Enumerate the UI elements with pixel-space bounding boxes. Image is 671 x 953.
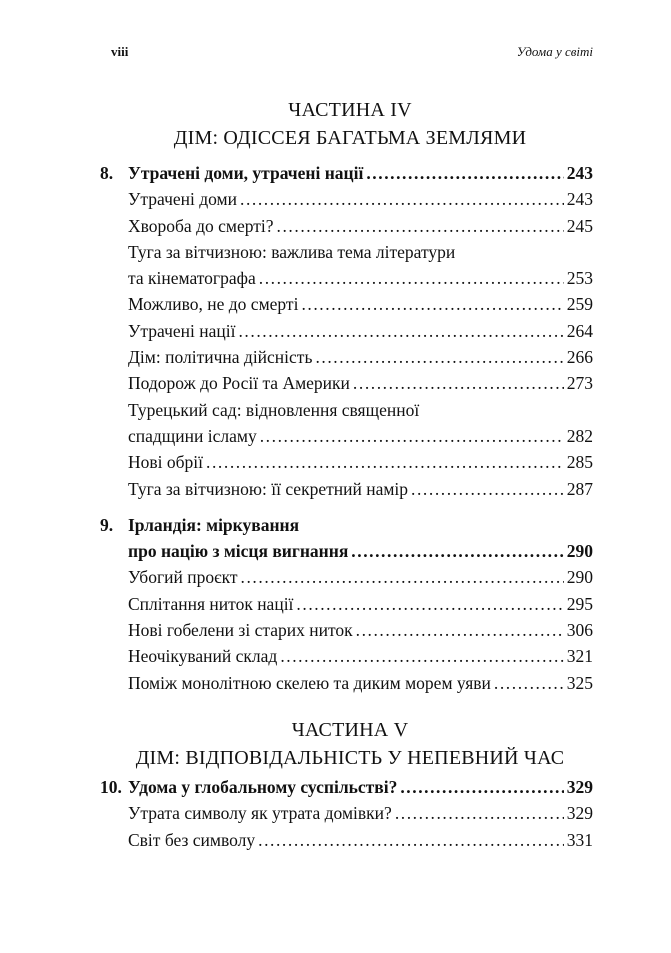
part-title: ДІМ: ОДІССЕЯ БАГАТЬМА ЗЕМЛЯМИ [173, 127, 527, 149]
entry-title: Туга за вітчизною: її секретний намір [128, 478, 409, 499]
part-5-heading [100, 716, 600, 772]
entry-page: 264 [566, 320, 593, 341]
leader-dots [494, 670, 564, 696]
toc-entry[interactable] [100, 291, 593, 317]
entry-page: 331 [566, 829, 593, 850]
toc-entry[interactable] [100, 265, 593, 291]
part-title: ДІМ: ВІДПОВІДАЛЬНІСТЬ У НЕПЕВНИЙ ЧАС [135, 747, 565, 769]
chapter-title-line1: Ірландія: міркування [128, 514, 300, 535]
entry-page: 287 [566, 478, 593, 499]
leader-dots [411, 476, 564, 502]
entry-title: Неочікуваний склад [128, 646, 278, 667]
toc-entry[interactable] [100, 643, 593, 669]
leader-dots [260, 423, 564, 449]
chapter-row[interactable] [100, 774, 593, 800]
entry-page: 321 [566, 646, 593, 667]
leader-dots [277, 213, 564, 239]
part-label: ЧАСТИНА V [291, 719, 409, 741]
leader-dots [240, 186, 564, 212]
leader-dots [280, 643, 563, 669]
entry-title: Поміж монолітною скелею та диким морем уяви [128, 672, 491, 693]
leader-dots [400, 774, 563, 800]
entry-page: 259 [566, 294, 593, 315]
chapter-title-line2: про націю з місця вигнання [128, 541, 349, 562]
chapter-number: 8. [100, 163, 114, 183]
chapter-page: 243 [566, 163, 593, 183]
chapter-row[interactable] [100, 160, 593, 186]
entry-title: Утрачені доми [128, 189, 237, 210]
running-head [111, 44, 593, 60]
chapter-row-line[interactable] [100, 512, 593, 538]
entry-title: Світ без символу [128, 829, 256, 850]
entry-title: Утрата символу як утрата домівки? [128, 803, 392, 824]
chapter-row[interactable] [100, 538, 593, 564]
entry-title: Сплітання ниток нації [128, 593, 294, 614]
entry-title-line1: Туга за вітчизною: важлива тема літератури [128, 241, 456, 262]
toc-chapter-8 [100, 160, 593, 696]
entry-page: 253 [566, 268, 593, 289]
leader-dots [296, 591, 563, 617]
entry-page: 290 [566, 567, 593, 588]
part-label: ЧАСТИНА IV [288, 99, 412, 121]
chapter-title: Удома у глобальному суспільстві? [128, 777, 398, 797]
leader-dots [366, 160, 563, 186]
toc-entry[interactable] [100, 423, 593, 449]
entry-title: Убогий проєкт [128, 567, 238, 588]
toc-entry[interactable] [100, 670, 593, 696]
entry-page: 243 [566, 189, 593, 210]
entry-page: 273 [566, 373, 593, 394]
toc-entry[interactable] [100, 564, 593, 590]
entry-page: 329 [566, 803, 593, 824]
leader-dots [241, 564, 564, 590]
page-number: viii [111, 44, 129, 59]
part-4-heading [100, 96, 600, 152]
leader-dots [259, 265, 564, 291]
toc-entry[interactable] [100, 318, 593, 344]
entry-title: Можливо, не до смерті [128, 294, 299, 315]
chapter-page: 329 [566, 777, 593, 797]
toc-entry[interactable] [100, 213, 593, 239]
chapter-page: 290 [566, 541, 593, 562]
toc-chapter-10 [100, 774, 593, 853]
entry-title: Хвороба до смерті? [128, 215, 274, 236]
toc-entry[interactable] [100, 476, 593, 502]
toc-entry-line[interactable] [100, 397, 593, 423]
entry-page: 285 [566, 452, 593, 473]
entry-page: 245 [566, 215, 593, 236]
leader-dots [206, 449, 564, 475]
leader-dots [395, 800, 564, 826]
chapter-number: 9. [100, 514, 114, 535]
entry-title: Утрачені нації [128, 320, 236, 341]
toc-entry[interactable] [100, 827, 593, 853]
book-title: Удома у світі [516, 44, 593, 59]
toc-entry[interactable] [100, 370, 593, 396]
toc-entry[interactable] [100, 591, 593, 617]
entry-title: Подорож до Росії та Америки [128, 373, 350, 394]
entry-title-line1: Турецький сад: відновлення священної [128, 399, 420, 420]
entry-page: 325 [566, 672, 593, 693]
entry-page: 306 [566, 620, 593, 641]
entry-page: 282 [566, 425, 593, 446]
entry-title: Дім: політична дійсність [128, 347, 313, 368]
toc-entry-line[interactable] [100, 239, 593, 265]
leader-dots [351, 538, 563, 564]
toc-entry[interactable] [100, 617, 593, 643]
toc-entry[interactable] [100, 344, 593, 370]
leader-dots [301, 291, 563, 317]
leader-dots [258, 827, 564, 853]
entry-title: Нові обрії [128, 452, 204, 473]
chapter-title: Утрачені доми, утрачені нації [128, 163, 364, 183]
toc-entry[interactable] [100, 449, 593, 475]
leader-dots [356, 617, 564, 643]
entry-page: 295 [566, 593, 593, 614]
entry-title: та кінематографа [128, 268, 256, 289]
entry-title: спадщини ісламу [128, 425, 257, 446]
entry-page: 266 [566, 347, 593, 368]
leader-dots [238, 318, 563, 344]
entry-title: Нові гобелени зі старих ниток [128, 620, 353, 641]
toc-entry[interactable] [100, 186, 593, 212]
chapter-number: 10. [100, 777, 122, 797]
leader-dots [353, 370, 564, 396]
leader-dots [315, 344, 563, 370]
toc-entry[interactable] [100, 800, 593, 826]
